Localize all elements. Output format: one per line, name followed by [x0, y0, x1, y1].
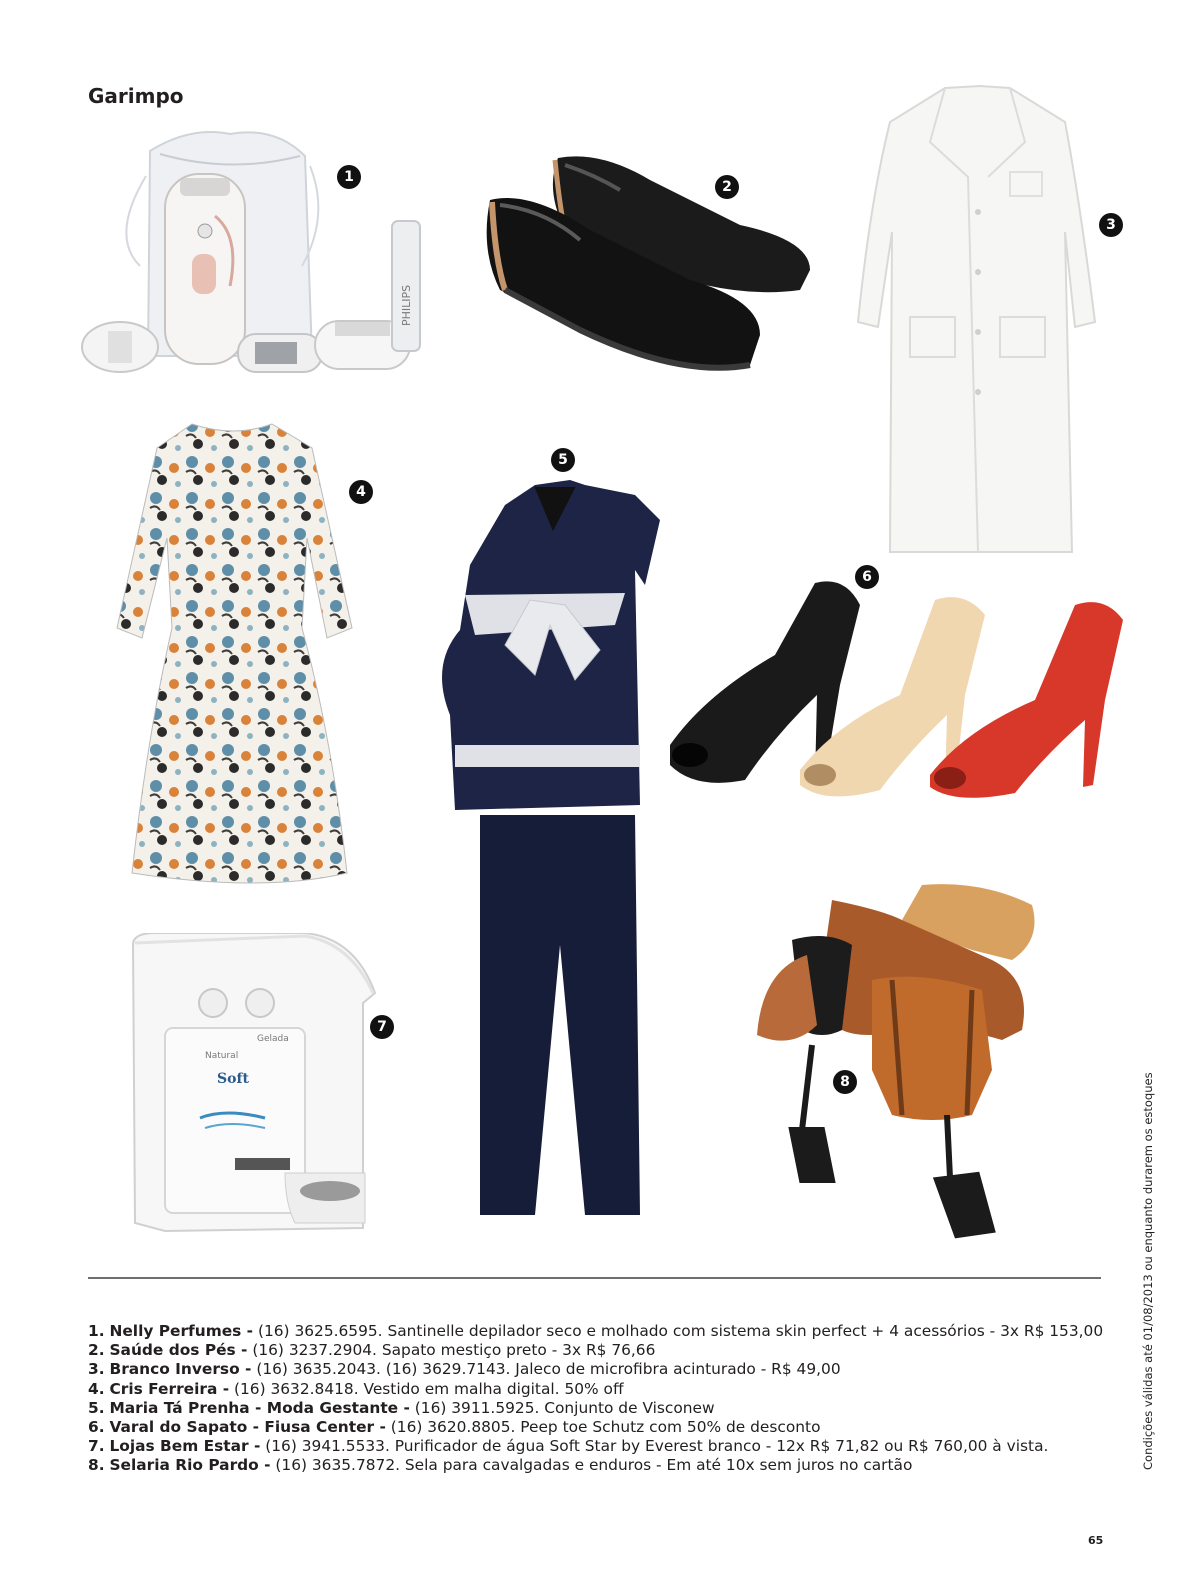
listing-store: Maria Tá Prenha - Moda Gestante - — [109, 1398, 410, 1417]
listing-details: (16) 3632.8418. Vestido em malha digital. 50% off — [229, 1379, 624, 1398]
listing-line — [88, 1360, 1098, 1379]
listing-store: Nelly Perfumes - — [109, 1322, 254, 1340]
listing-number: 5. — [88, 1398, 105, 1417]
epilator-kit-image — [80, 126, 450, 376]
black-loafers-image — [480, 150, 815, 380]
listing-number: 2. — [88, 1341, 105, 1360]
saddle-image — [752, 880, 1052, 1240]
purifier-natural-label: Natural — [205, 1051, 239, 1061]
listing-number: 3. — [88, 1360, 105, 1379]
listing-details: (16) 3941.5533. Purificador de água Soft Star by Everest branco - 12x R$ 71,82 ou R$ 760,00 à vista. — [260, 1437, 1049, 1456]
listing-line — [88, 1437, 1098, 1456]
listing-line — [88, 1418, 1098, 1437]
listing-line — [88, 1341, 1098, 1360]
badge-6: 6 — [855, 565, 879, 589]
badge-8: 8 — [833, 1070, 857, 1094]
purifier-brand-label: Soft — [217, 1071, 249, 1087]
badge-5: 5 — [551, 448, 575, 472]
listing-number: 1. — [88, 1322, 105, 1340]
validity-note: Condições válidas até 01/08/2013 ou enquanto durarem os estoques — [1141, 1072, 1155, 1470]
printed-dress-image — [112, 418, 357, 893]
divider-line — [88, 1277, 1101, 1279]
badge-7: 7 — [370, 1015, 394, 1039]
listing-number: 7. — [88, 1437, 105, 1456]
listing-number: 8. — [88, 1456, 105, 1475]
listing-line — [88, 1380, 1098, 1399]
badge-1: 1 — [337, 165, 361, 189]
listing-details: (16) 3635.7872. Sela para cavalgadas e enduros - Em até 10x sem juros no cartão — [270, 1456, 913, 1475]
listing-details: (16) 3911.5925. Conjunto de Visconew — [409, 1398, 715, 1417]
listing-store: Saúde dos Pés - — [109, 1341, 248, 1360]
listing-store: Cris Ferreira - — [109, 1379, 230, 1398]
listing-line — [88, 1399, 1098, 1418]
product-listing — [88, 1322, 1104, 1476]
peep-toe-heels-image — [665, 575, 1130, 805]
listing-store: Varal do Sapato - Fiusa Center - — [109, 1418, 386, 1437]
badge-3: 3 — [1099, 213, 1123, 237]
badge-4: 4 — [349, 480, 373, 504]
listing-details: (16) 3625.6595. Santinelle depilador seco e molhado com sistema skin perfect + 4 acessórios - 3x R$ 153,00 — [253, 1322, 1104, 1340]
listing-line — [88, 1456, 1098, 1475]
page-number: 65 — [1088, 1534, 1104, 1547]
listing-store: Selaria Rio Pardo - — [109, 1456, 271, 1475]
listing-details: (16) 3237.2904. Sapato mestiço preto - 3x R$ 76,66 — [247, 1341, 656, 1360]
listing-store: Lojas Bem Estar - — [109, 1437, 261, 1456]
purifier-gelada-label: Gelada — [257, 1034, 289, 1044]
lab-coat-image — [850, 82, 1105, 562]
listing-store: Branco Inverso - — [109, 1360, 252, 1379]
maternity-outfit-image — [435, 475, 665, 1225]
badge-2: 2 — [715, 175, 739, 199]
water-purifier-image — [125, 933, 380, 1233]
listing-number: 6. — [88, 1418, 105, 1437]
epilator-brand-label: PHILIPS — [400, 284, 413, 326]
listing-number: 4. — [88, 1379, 105, 1398]
listing-details: (16) 3620.8805. Peep toe Schutz com 50% de desconto — [385, 1418, 821, 1437]
section-title: Garimpo — [88, 84, 184, 108]
listing-line — [88, 1322, 1104, 1341]
listing-details: (16) 3635.2043. (16) 3629.7143. Jaleco de microfibra acinturado - R$ 49,00 — [251, 1360, 841, 1379]
